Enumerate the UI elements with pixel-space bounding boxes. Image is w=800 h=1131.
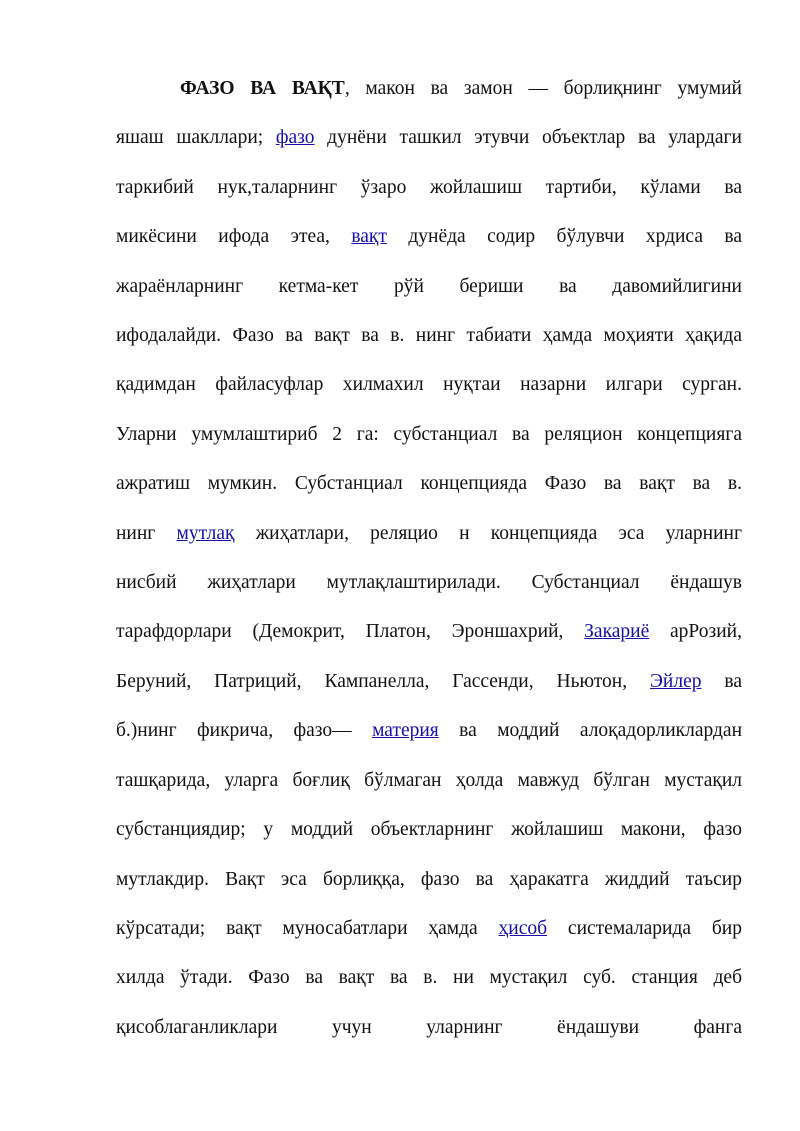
text-line [116,607,742,656]
headword: ФАЗО ВА ВАҚТ [180,78,345,99]
text-run: қадимдан файласуфлар хилмахил нуқтаи назарни илгари сурган. [116,374,742,396]
text-run: қисоблаганликлари учун уларнинг ёндашуви фанга [116,1016,742,1038]
text-run: таркибий нук,таларнинг ўзаро жойлашиш тартиби, кўлами ва [116,176,742,198]
text-line [116,558,742,607]
inline-link[interactable]: Закариё [584,621,650,643]
text-run: нисбий жиҳатлари мутлақлаштирилади. Субстанциал ёндашув [116,572,742,594]
text-run: мутлакдир. Вақт эса борлиққа, фазо ва ҳаракатга жиддий таъсир [116,868,742,890]
text-line [116,657,742,706]
text-run: ва моддий алоқадорликлардан [438,720,743,742]
inline-link[interactable]: фазо [275,127,315,149]
text-line [116,706,742,755]
text-run: ва [701,670,742,692]
text-line [116,855,742,904]
text-run: нинг [116,522,177,544]
text-run: жараёнларнинг кетма-кет рўй бериши ва давомийлигини [116,275,742,297]
text-line [116,311,742,360]
text-line [116,360,742,409]
text-line [116,953,742,1002]
text-run: ифодалайди. Фазо ва вақт ва в. нинг табиати ҳамда моҳияти ҳақида [116,325,742,347]
text-run: б.)нинг фикрича, фазо— [116,720,373,742]
text-run: тарафдорлари (Демокрит, Платон, Эроншахрий, [116,621,585,643]
text-line [116,1003,742,1052]
inline-link[interactable]: вақт [351,226,387,248]
text-run: ташқарида, уларга боғлиқ бўлмаган ҳолда мавжуд бўлган мустақил [116,769,742,791]
text-run: жиҳатлари, реляцио н концепцияда эса уларнинг [234,522,742,544]
inline-link[interactable]: мутлақ [176,522,235,544]
text-run: ажратиш мумкин. Субстанциал концепцияда Фазо ва вақт ва в. [116,473,742,495]
text-run: яшаш шакллари; [116,127,276,149]
text-run: , макон ва замон — борлиқнинг умумий [344,78,742,99]
text-line [116,459,742,508]
text-line [116,113,742,162]
text-line [116,410,742,459]
text-line [116,212,742,261]
text-run: системаларида бир [547,917,742,939]
text-line [116,509,742,558]
text-run: Беруний, Патриций, Кампанелла, Гассенди, Ньютон, [116,670,651,692]
text-run: субстанциядир; у моддий объектларнинг жойлашиш макони, фазо [116,819,742,841]
text-run: кўрсатади; вақт муносабатлари ҳамда [116,917,499,939]
text-line [116,64,742,113]
text-run: хилда ўтади. Фазо ва вақт ва в. ни мустақил суб. станция деб [116,967,742,989]
text-run: арРозий, [649,621,742,643]
inline-link[interactable]: материя [372,720,439,742]
text-line [116,904,742,953]
article-body [116,64,742,1052]
text-line [116,756,742,805]
text-line [116,805,742,854]
text-run: дунёни ташкил этувчи объектлар ва улардаги [314,127,742,149]
inline-link[interactable]: ҳисоб [498,917,548,939]
text-run: Уларни умумлаштириб 2 га: субстанциал ва реляцион концепцияга [116,423,742,445]
text-line [116,163,742,212]
inline-link[interactable]: Эйлер [650,670,702,692]
text-run: дунёда содир бўлувчи хрдиса ва [386,226,743,248]
text-line [116,262,742,311]
text-run: микёсини ифода этеа, [116,226,352,248]
